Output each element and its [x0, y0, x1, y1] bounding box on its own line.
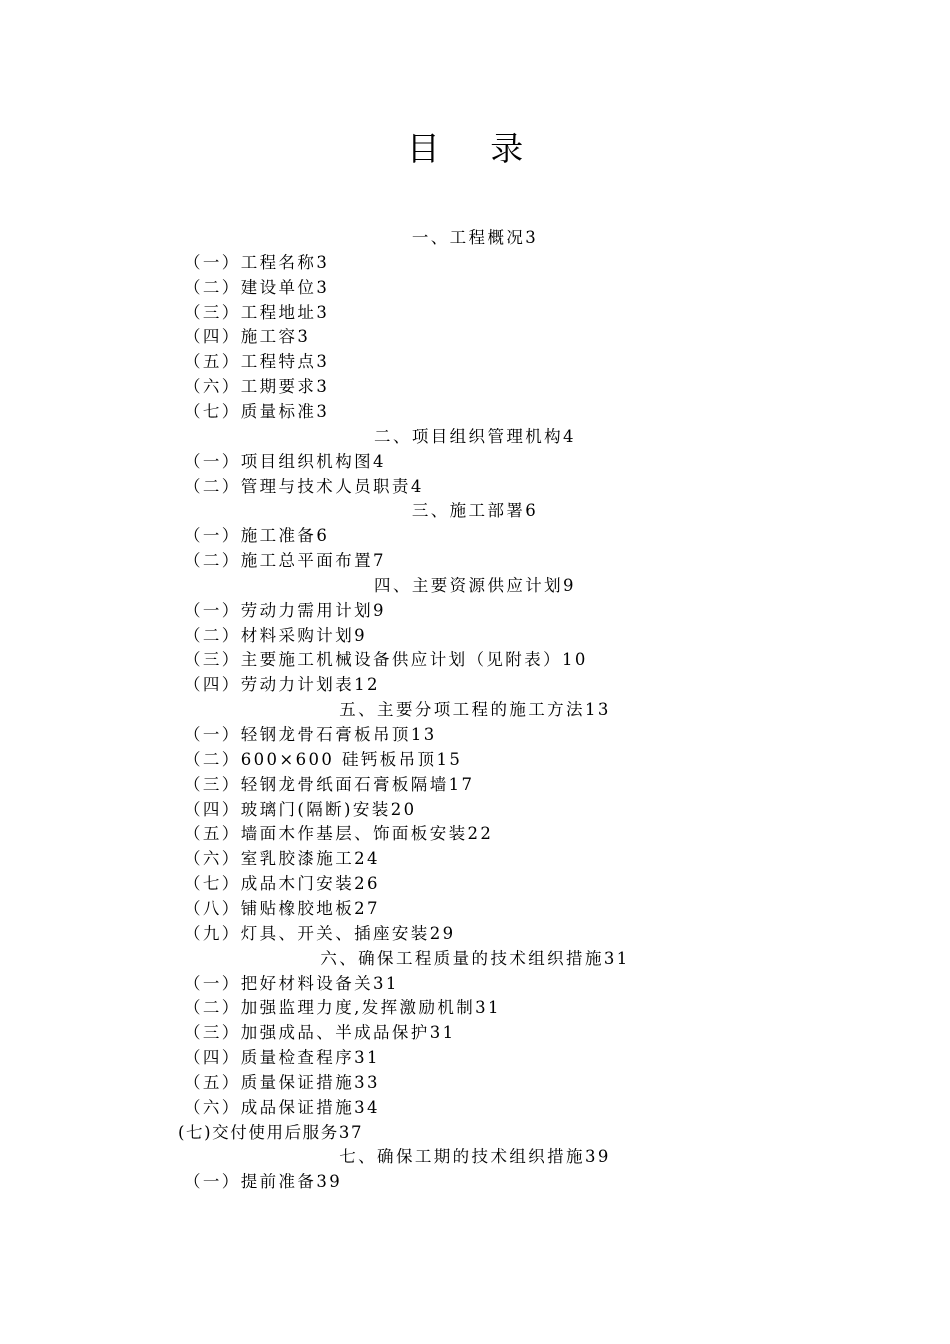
- toc-entry-text: （九）灯具、开关、插座安装: [184, 923, 430, 943]
- toc-subsection-entry: [0, 972, 950, 996]
- toc-section-entry: [0, 698, 950, 722]
- toc-section-entry: [0, 425, 950, 449]
- toc-page-number: 39: [316, 1172, 343, 1192]
- toc-entry-text: （一）劳动力需用计划: [184, 600, 373, 620]
- toc-entry-text: （一）提前准备: [184, 1172, 317, 1192]
- toc-section-entry: [0, 574, 950, 598]
- toc-subsection-entry: [0, 1046, 950, 1070]
- toc-section-entry: [0, 1145, 950, 1169]
- toc-entry-text: （四）劳动力计划表: [184, 675, 355, 695]
- toc-page-number: 3: [316, 277, 330, 297]
- toc-page-number: 13: [584, 700, 611, 720]
- toc-entry-text: （六）成品保证措施: [184, 1097, 355, 1117]
- toc-page-number: 39: [584, 1147, 611, 1167]
- toc-entry-text: （四）质量检查程序: [184, 1048, 355, 1068]
- toc-subsection-entry: [0, 400, 950, 424]
- toc-page-number: 9: [354, 625, 368, 645]
- toc-page-number: 27: [354, 898, 380, 918]
- toc-page-number: 4: [373, 451, 386, 471]
- toc-subsection-entry: [0, 1096, 950, 1120]
- toc-section-entry: [0, 947, 950, 971]
- toc-subsection-entry: [0, 1071, 950, 1095]
- toc-entry-text: 六、确保工程质量的技术组织措施: [320, 948, 604, 968]
- toc-entry-text: （一）施工准备: [184, 526, 317, 546]
- toc-subsection-entry: [0, 773, 950, 797]
- toc-subsection-entry: [0, 847, 950, 871]
- toc-entry-text: （六）室乳胶漆施工: [184, 849, 355, 869]
- toc-page-number: 31: [373, 973, 399, 993]
- toc-page-number: 6: [316, 526, 330, 546]
- toc-entry-text: （二）加强监理力度,发挥激励机制: [184, 998, 476, 1018]
- toc-entry-text: （三）轻钢龙骨纸面石膏板隔墙: [184, 774, 449, 794]
- toc-page-number: 31: [603, 948, 630, 968]
- toc-subsection-entry: [0, 822, 950, 846]
- toc-page-number: 9: [563, 575, 576, 595]
- toc-page-number: 13: [410, 725, 437, 744]
- toc-subsection-entry: [0, 897, 950, 921]
- toc-page-number: 29: [429, 923, 456, 943]
- toc-entry-text: 三、施工部署: [411, 501, 526, 521]
- toc-page-number: 4: [410, 476, 424, 496]
- toc-entry-text: （五）工程特点: [184, 352, 317, 372]
- toc-entry-text: （二）施工总平面布置: [184, 551, 373, 571]
- toc-page-number: 20: [390, 799, 417, 819]
- toc-subsection-entry: [0, 325, 950, 349]
- toc-entry-text: (七)交付使用后服务: [178, 1122, 339, 1142]
- toc-entry-text: （一）项目组织机构图: [184, 451, 373, 471]
- toc-subsection-entry: [0, 549, 950, 573]
- toc-entry-text: （二）材料采购计划: [184, 625, 355, 645]
- toc-page-number: 15: [436, 749, 463, 769]
- toc-entry-text: （二）管理与技术人员职责: [184, 476, 411, 496]
- toc-subsection-entry: [0, 1121, 950, 1145]
- toc-section-entry: [0, 226, 950, 250]
- toc-page-number: 3: [316, 302, 330, 322]
- toc-page-number: 9: [373, 600, 386, 620]
- toc-subsection-entry: [0, 872, 950, 896]
- toc-page-number: 31: [354, 1048, 380, 1068]
- toc-page-number: 33: [354, 1072, 380, 1092]
- toc-entry-text: （三）主要施工机械设备供应计划（见附表）: [184, 650, 562, 670]
- toc-section-entry: [0, 499, 950, 523]
- toc-subsection-entry: [0, 748, 950, 772]
- toc-subsection-entry: [0, 798, 950, 822]
- toc-page-number: 7: [373, 551, 386, 571]
- toc-subsection-entry: [0, 996, 950, 1020]
- toc-entry-text: （五）墙面木作基层、饰面板安装: [184, 824, 468, 844]
- toc-entry-text: 七、确保工期的技术组织措施: [339, 1147, 585, 1167]
- toc-entry-text: 二、项目组织管理机构: [374, 426, 564, 446]
- toc-entry-text: （三）工程地址: [184, 302, 317, 322]
- toc-page-number: 3: [525, 228, 539, 247]
- toc-entry-text: （七）质量标准: [184, 401, 317, 421]
- toc-subsection-entry: [0, 624, 950, 648]
- toc-page-number: 4: [563, 426, 576, 446]
- toc-subsection-entry: [0, 450, 950, 474]
- toc-subsection-entry: [0, 673, 950, 697]
- toc-entry-text: （八）铺贴橡胶地板: [184, 898, 355, 918]
- toc-entry-text: （五）质量保证措施: [184, 1072, 355, 1092]
- toc-subsection-entry: [0, 301, 950, 325]
- toc-page-number: 31: [429, 1023, 456, 1043]
- toc-page-number: 3: [316, 352, 330, 372]
- toc-subsection-entry: [0, 1170, 950, 1194]
- toc-entry-text: （一）轻钢龙骨石膏板吊顶: [184, 725, 411, 744]
- toc-subsection-entry: [0, 350, 950, 374]
- toc-page-number: 6: [525, 501, 539, 521]
- toc-subsection-entry: [0, 922, 950, 946]
- toc-entry-text: （四）施工容: [184, 327, 298, 347]
- toc-page-number: 17: [448, 774, 475, 794]
- toc-page-number: 31: [475, 998, 501, 1018]
- toc-page-number: 3: [316, 252, 330, 272]
- toc-entry-text: （二）建设单位: [184, 277, 317, 297]
- toc-page-number: 3: [297, 327, 311, 347]
- toc-subsection-entry: [0, 1021, 950, 1045]
- toc-page-number: 24: [354, 849, 380, 869]
- toc-subsection-entry: [0, 524, 950, 548]
- toc-page-number: 3: [316, 401, 330, 421]
- toc-entry-text: （二）600×600 硅钙板吊顶: [184, 749, 437, 769]
- toc-page-number: 12: [354, 675, 380, 695]
- toc-subsection-entry: [0, 648, 950, 672]
- toc-entry-text: （四）玻璃门(隔断)安装: [184, 799, 391, 819]
- toc-entry-text: （三）加强成品、半成品保护: [184, 1023, 430, 1043]
- toc-page-number: 22: [467, 824, 494, 844]
- toc-entry-text: 一、工程概况: [411, 228, 526, 247]
- toc-entry-text: （七）成品木门安装: [184, 874, 355, 894]
- toc-subsection-entry: [0, 723, 950, 747]
- toc-page-number: 37: [338, 1122, 364, 1142]
- toc-subsection-entry: [0, 375, 950, 399]
- toc-subsection-entry: [0, 475, 950, 499]
- toc-entry-text: 四、主要资源供应计划: [374, 575, 564, 595]
- toc-entry-text: 五、主要分项工程的施工方法: [339, 700, 585, 720]
- toc-page-number: 34: [354, 1097, 380, 1117]
- toc-page-number: 10: [562, 650, 588, 670]
- toc-subsection-entry: [0, 251, 950, 275]
- page-title: 目 录: [406, 129, 544, 168]
- toc-entry-text: （六）工期要求: [184, 377, 317, 397]
- toc-subsection-entry: [0, 276, 950, 300]
- toc-subsection-entry: [0, 599, 950, 623]
- toc-page-number: 26: [354, 874, 380, 894]
- toc-entry-text: （一）工程名称: [184, 252, 317, 272]
- toc-page-number: 3: [316, 377, 330, 397]
- toc-entry-text: （一）把好材料设备关: [184, 973, 373, 993]
